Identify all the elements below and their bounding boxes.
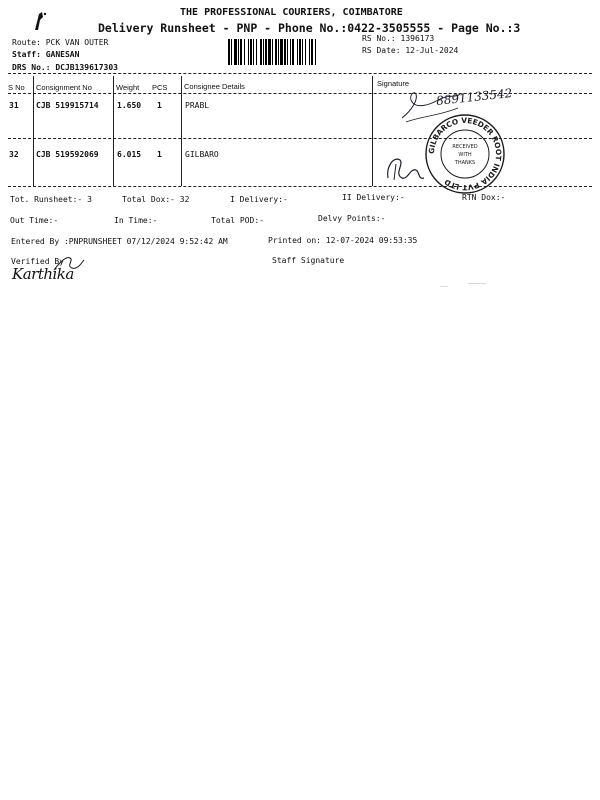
column-divider: [181, 76, 182, 186]
header-consignment: Consignment No: [36, 83, 92, 92]
barcode-bar: [302, 39, 303, 65]
header-consignee: Consignee Details: [184, 82, 245, 91]
table-top-rule: [8, 73, 592, 74]
svg-text:WITH: WITH: [458, 152, 472, 158]
verified-signature: Karthika: [12, 265, 74, 283]
column-divider: [372, 76, 373, 186]
header-signature: Signature: [377, 79, 410, 88]
handwritten-phone: 8891133542: [435, 86, 513, 108]
barcode-bar: [292, 39, 294, 65]
svg-text:THANKS: THANKS: [454, 160, 476, 166]
barcode-bar: [275, 39, 277, 65]
barcode-bar: [280, 39, 283, 65]
staff-label: Staff: GANESAN: [12, 50, 80, 59]
ii-delivery: II Delivery:-: [342, 193, 405, 202]
svg-text:RECEIVED: RECEIVED: [452, 144, 478, 150]
rs-date: RS Date: 12-Jul-2024: [362, 46, 459, 55]
barcode-bar: [297, 39, 298, 65]
barcode-bar: [315, 39, 316, 65]
header-pcs: PCS: [152, 83, 168, 92]
barcode: [228, 39, 358, 65]
header-sno: S No: [8, 83, 25, 92]
runsheet-title: Delivery Runsheet - PNP - Phone No.:0422-3505555 - Page No.:3: [98, 21, 521, 35]
barcode-bar: [278, 39, 279, 65]
barcode-bar: [268, 39, 271, 65]
barcode-bar: [256, 39, 257, 65]
column-divider: [33, 76, 34, 186]
barcode-bar: [240, 39, 242, 65]
barcode-bar: [244, 39, 245, 65]
verified-by: Verified By: [11, 257, 64, 266]
svg-text:GILBARCO VEEDER ROOT INDIA PVT: GILBARCO VEEDER ROOT INDIA PVT LTD: [426, 115, 504, 193]
tot-runsheet: Tot. Runsheet:- 3: [10, 195, 92, 204]
barcode-bar: [228, 39, 230, 65]
barcode-bar: [311, 39, 313, 65]
barcode-bar: [299, 39, 301, 65]
barcode-bar: [248, 39, 249, 65]
header-weight: Weight: [116, 83, 140, 92]
row-pcs: 1: [157, 101, 162, 110]
barcode-bar: [263, 39, 264, 65]
barcode-bar: [234, 39, 237, 65]
rs-number: RS No.: 1396173: [362, 34, 435, 43]
barcode-bar: [290, 39, 291, 65]
rtn-dox: RTN Dox:-: [462, 193, 506, 202]
barcode-bar: [253, 39, 254, 65]
scan-speck: [440, 286, 448, 287]
entered-by: Entered By :PNPRUNSHEET 07/12/2024 9:52:42 AM: [11, 237, 228, 246]
row-weight: 1.650: [117, 101, 142, 110]
barcode-bar: [272, 39, 273, 65]
route-label: Route: PCK VAN OUTER: [12, 38, 109, 47]
delvy-points: Delvy Points:-: [318, 214, 386, 223]
in-time: In Time:-: [114, 216, 158, 225]
row-pcs: 1: [157, 150, 162, 159]
row-sno: 32: [9, 150, 19, 159]
barcode-bar: [284, 39, 286, 65]
row-consignee: GILBARO: [185, 150, 219, 159]
printed-on: Printed on: 12-07-2024 09:53:35: [268, 236, 418, 245]
row-consignee: PRABL: [185, 101, 210, 110]
verified-signature-icon: [50, 252, 86, 274]
barcode-bar: [305, 39, 306, 65]
barcode-bar: [231, 39, 232, 65]
total-pod: Total POD:-: [211, 216, 264, 225]
company-logo-icon: [30, 8, 52, 32]
row-sno: 31: [9, 101, 19, 110]
barcode-bar: [309, 39, 310, 65]
out-time: Out Time:-: [10, 216, 59, 225]
company-stamp-icon: [423, 112, 507, 196]
drs-number: DRS No.: DCJB139617303: [12, 63, 118, 72]
row-consignment: CJB 519915714: [36, 101, 99, 110]
staff-signature-label: Staff Signature: [272, 256, 345, 265]
i-delivery: I Delivery:-: [230, 195, 288, 204]
barcode-bar: [287, 39, 288, 65]
total-dox: Total Dox:- 32: [122, 195, 190, 204]
column-divider: [113, 76, 114, 186]
barcode-bar: [260, 39, 262, 65]
recipient-signature-icon: [380, 150, 428, 186]
barcode-bar: [238, 39, 239, 65]
barcode-bar: [250, 39, 252, 65]
scan-speck: [468, 283, 486, 284]
barcode-bar: [265, 39, 267, 65]
company-name: THE PROFESSIONAL COURIERS, COIMBATORE: [180, 7, 403, 18]
row-weight: 6.015: [117, 150, 142, 159]
row-consignment: CJB 519592069: [36, 150, 99, 159]
